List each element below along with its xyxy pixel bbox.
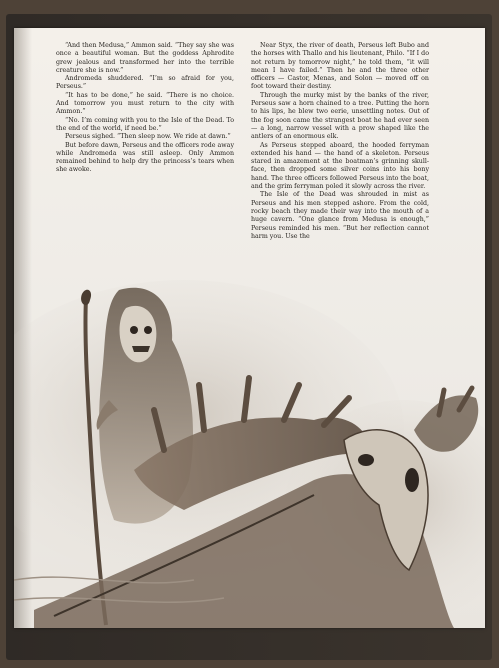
skull-eye (144, 326, 152, 334)
right-text-column (251, 42, 429, 241)
elk-skull-eye (405, 468, 419, 492)
paragraph: Through the murky mist by the banks of the river, Perseus saw a horn chained to a tree. Putting the horn to his lips, he blew two eerie, unsettling notes. Out of the fog soon came the strangest boat he had ever seen — a long, narrow vessel with a prow shaped like the antlers of an enormous elk. (251, 91, 429, 141)
paragraph: Andromeda shuddered. “I’m so afraid for you, Perseus.” (56, 75, 234, 91)
skull-teeth (132, 346, 150, 352)
paragraph: As Perseus stepped aboard, the hooded ferryman extended his hand — the hand of a skeleton. Perseus stared in amazement at the boatman’s grinning skull-face, then dropped some silver coins into his bony hand. The three officers followed Perseus into the boat, and the grim ferryman poled it slowly across the river. (251, 141, 429, 191)
skull-eye (130, 326, 138, 334)
paragraph: “No. I’m coming with you to the Isle of the Dead. To the end of the world, if need be.” (56, 116, 234, 132)
paragraph: The Isle of the Dead was shrouded in mist as Perseus and his men stepped ashore. From the cold, rocky beach they made their way into the mouth of a huge cavern. “One glance from Medusa is enough,” Perseus reminded his men. “But her reflection cannot harm you. Use the (251, 191, 429, 240)
left-text-column (56, 42, 234, 175)
paragraph: Perseus sighed. “Then sleep now. We ride at dawn.” (65, 133, 231, 141)
paragraph: Near Styx, the river of death, Perseus left Bubo and the horses with Thallo and his lieutenant, Philo. “If I do not return by tomorrow night,” he told them, “it will mean I have failed.” Then he and the three other officers — Castor, Menas, and Solon — moved off on foot toward their destiny. (251, 42, 429, 91)
paragraph: But before dawn, Perseus and the officers rode away while Andromeda was still asleep. Only Ammon remained behind to help dry the princess’s tears when she awoke. (56, 141, 234, 174)
paragraph: “And then Medusa,” Ammon said. “They say she was once a beautiful woman. But the goddess Aphrodite grew jealous and transformed her into the terrible creature she is now.” (56, 42, 234, 74)
ferryman-illustration (14, 280, 485, 628)
elk-skull-eye (358, 454, 374, 466)
paragraph: “It has to be done,” he said. “There is no choice. And tomorrow you must return to the city with Ammon.” (56, 91, 234, 116)
